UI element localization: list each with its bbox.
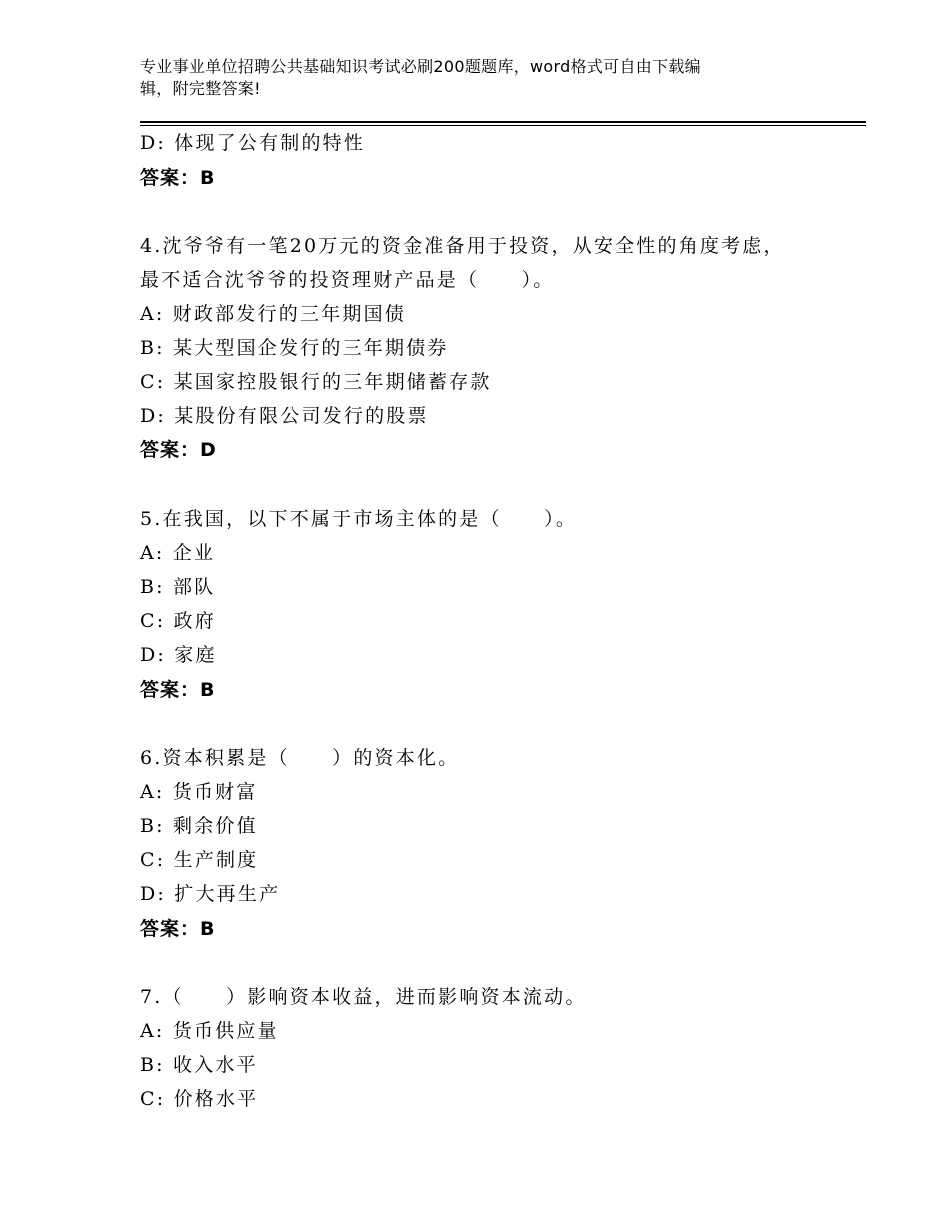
q6-option-b: B: 剩余价值	[140, 815, 258, 837]
q7-option-c: C: 价格水平	[140, 1088, 259, 1110]
q6-answer: 答案：B	[140, 918, 216, 940]
q7-option-b: B: 收入水平	[140, 1054, 258, 1076]
q5-option-b: B: 部队	[140, 576, 216, 598]
q4-answer: 答案：D	[140, 439, 217, 461]
q7-stem: 7.（ ）影响资本收益，进而影响资本流动。	[140, 986, 587, 1008]
prev-answer: 答案：B	[140, 167, 216, 189]
q6-option-c: C: 生产制度	[140, 849, 259, 871]
header-line-1: 专业事业单位招聘公共基础知识考试必刷200题题库，word格式可自由下载编	[140, 57, 701, 76]
page-header	[140, 56, 820, 100]
q5-option-c: C: 政府	[140, 610, 216, 632]
q4-option-b: B: 某大型国企发行的三年期债券	[140, 337, 449, 359]
header-rule-thin	[140, 125, 866, 126]
q6-stem: 6.资本积累是（ ）的资本化。	[140, 747, 460, 769]
header-rule-thick	[140, 121, 866, 123]
q7-option-a: A: 货币供应量	[140, 1020, 279, 1042]
q5-option-d: D: 家庭	[140, 644, 217, 666]
q5-option-a: A: 企业	[140, 542, 216, 564]
prev-option-d: D: 体现了公有制的特性	[140, 132, 366, 154]
q4-option-d: D: 某股份有限公司发行的股票	[140, 405, 429, 427]
q4-option-c: C: 某国家控股银行的三年期储蓄存款	[140, 371, 492, 393]
header-line-2: 辑，附完整答案!	[140, 79, 261, 98]
q5-stem: 5.在我国，以下不属于市场主体的是（ ）。	[140, 508, 578, 530]
q4-stem-line-2: 最不适合沈爷爷的投资理财产品是（ ）。	[140, 269, 555, 291]
q6-option-d: D: 扩大再生产	[140, 883, 281, 905]
q6-option-a: A: 货币财富	[140, 781, 258, 803]
q5-answer: 答案：B	[140, 679, 216, 701]
q4-stem-line-1: 4.沈爷爷有一笔20万元的资金准备用于投资，从安全性的角度考虑，	[140, 235, 785, 257]
q4-option-a: A: 财政部发行的三年期国债	[140, 303, 406, 325]
